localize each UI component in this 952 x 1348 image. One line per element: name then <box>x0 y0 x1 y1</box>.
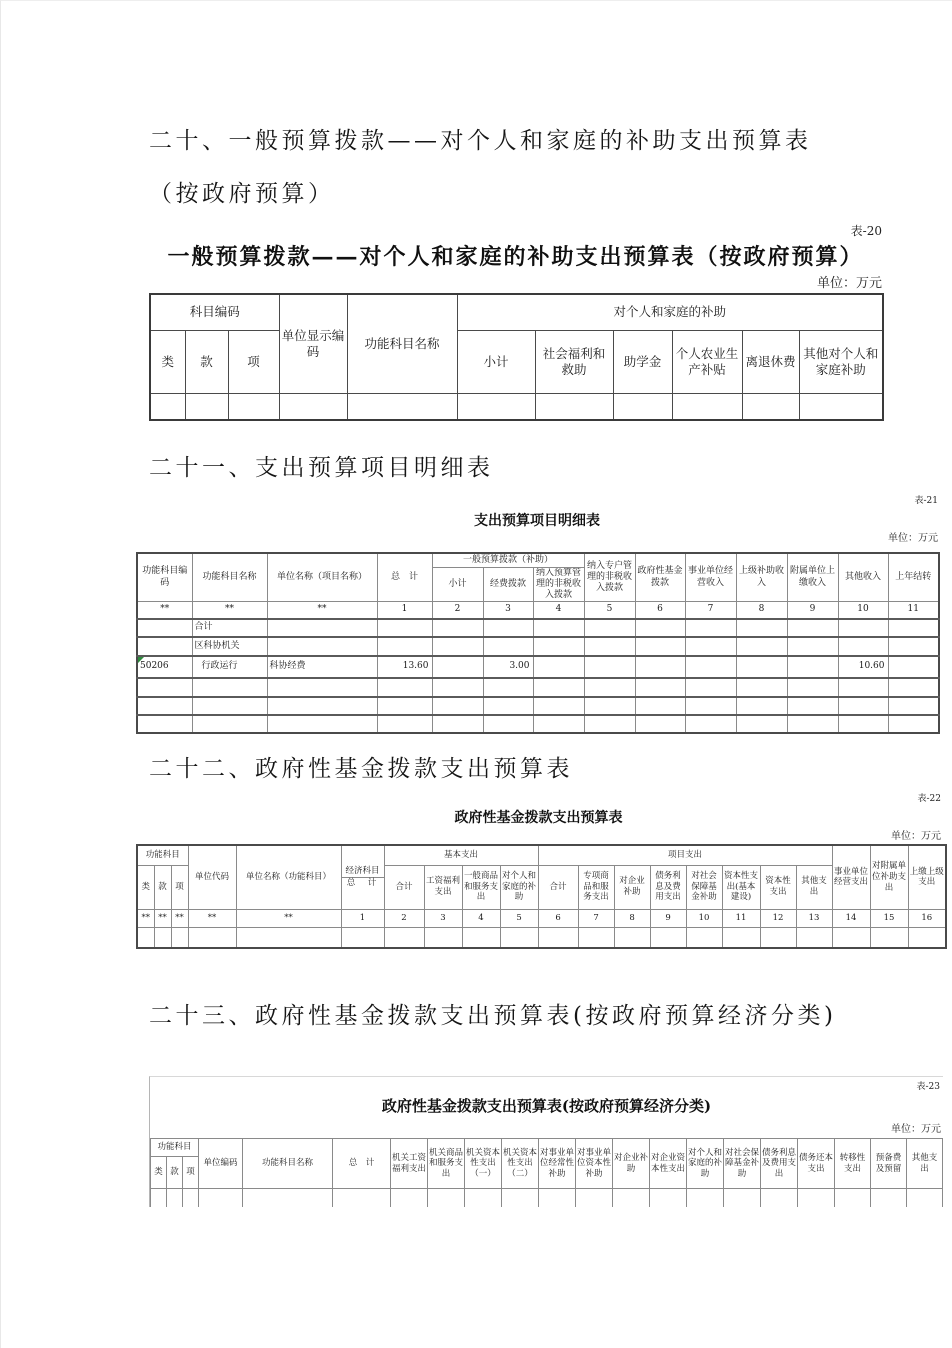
t20-col-subject-code: 科目编码 <box>150 294 279 330</box>
t21-col-general-group: 一般预算拨款（补助） <box>432 553 584 567</box>
t20-col-agri: 个人农业生产补贴 <box>672 330 742 393</box>
t22-col-biz-expense: 事业单位经营支出 <box>832 845 870 909</box>
t21-col-affiliate-upturn: 附属单位上缴收入 <box>787 553 838 602</box>
t21-empty-cell <box>888 678 939 697</box>
t23-data-col: 对社会保障基金补助 <box>724 1139 761 1189</box>
t21-empty-cell <box>533 637 584 656</box>
t22-numrow-cell: 8 <box>614 909 650 927</box>
t22-numrow-cell: 2 <box>384 909 424 927</box>
table20-tag: 表-20 <box>850 224 882 238</box>
t21-empty-cell <box>192 697 267 715</box>
t21-empty-cell <box>377 697 432 715</box>
t21-empty-cell <box>787 637 838 656</box>
t22-col-unit-code: 单位代码 <box>188 845 236 909</box>
t22-numrow-cell: ** <box>171 909 188 927</box>
t22-col-item: 项 <box>171 865 188 909</box>
t20-col-unit-display-code: 单位显示编码 <box>279 294 347 393</box>
t21-empty-cell <box>584 715 635 733</box>
t22-project-col: 合计 <box>538 865 578 909</box>
t22-col-upper-expense: 上缴上级支出 <box>908 845 946 909</box>
t22-numrow-cell: 4 <box>462 909 500 927</box>
t23-empty-cell <box>391 1189 428 1208</box>
t21-empty-cell <box>685 637 736 656</box>
t21-detail-fee-alloc: 3.00 <box>483 656 533 678</box>
t21-empty-cell <box>584 678 635 697</box>
t22-numrow-cell: 10 <box>686 909 722 927</box>
t20-empty-cell <box>742 393 799 420</box>
t21-empty-cell <box>533 715 584 733</box>
excel-flag-icon <box>138 657 144 663</box>
t23-empty-cell <box>835 1189 871 1208</box>
t21-empty-cell <box>787 697 838 715</box>
t22-empty-cell <box>171 927 188 948</box>
t21-empty-cell <box>137 637 192 656</box>
t21-col-other-income: 其他收入 <box>838 553 888 602</box>
t21-empty-cell <box>432 678 483 697</box>
t23-data-col: 债务利息及费用支出 <box>761 1139 798 1189</box>
t22-econ-subject-label: 经济科目 <box>345 866 380 877</box>
t21-empty-cell <box>685 619 736 637</box>
t21-col-unit-name: 单位名称（项目名称） <box>267 553 377 602</box>
t21-col-biz-income: 事业单位经营收入 <box>685 553 736 602</box>
t22-empty-cell <box>188 927 236 948</box>
t21-numrow-cell: 3 <box>483 602 533 619</box>
t21-empty-cell <box>685 697 736 715</box>
table20-title: 一般预算拨款——对个人和家庭的补助支出预算表（按政府预算） <box>167 244 864 270</box>
t23-data-col: 其他支出 <box>907 1139 943 1189</box>
t21-empty-cell <box>635 678 685 697</box>
t21-empty-cell <box>432 637 483 656</box>
t21-empty-cell <box>685 715 736 733</box>
section-23-heading: 二十三、政府性基金拨款支出预算表(按政府预算经济分类) <box>149 1003 837 1029</box>
t21-col-func-name: 功能科目名称 <box>192 553 267 602</box>
t23-data-col: 机关资本性支出（二） <box>502 1139 539 1189</box>
t21-col-fee-alloc: 经费拨款 <box>483 567 533 602</box>
t23-empty-cell <box>539 1189 576 1208</box>
t23-empty-cell <box>613 1189 650 1208</box>
t21-empty-cell <box>787 715 838 733</box>
t21-empty-cell <box>838 619 888 637</box>
t21-empty-cell <box>533 697 584 715</box>
t21-empty-cell <box>888 715 939 733</box>
t21-empty-cell <box>888 697 939 715</box>
t21-empty-cell <box>787 619 838 637</box>
t21-numrow-cell: 8 <box>736 602 787 619</box>
t22-numrow-cell: 1 <box>341 909 384 927</box>
t22-empty-cell <box>722 927 760 948</box>
t21-empty-cell <box>137 678 192 697</box>
t22-empty-cell <box>760 927 796 948</box>
t21-col-func-code: 功能科目编码 <box>137 553 192 602</box>
t23-data-col: 债务还本支出 <box>798 1139 835 1189</box>
t22-empty-cell <box>424 927 462 948</box>
t21-numrow-cell: 7 <box>685 602 736 619</box>
t21-empty-cell <box>377 715 432 733</box>
t21-col-nontax-special: 纳入专户管理的非税收入拨款 <box>584 553 635 602</box>
t20-empty-cell <box>347 393 457 420</box>
t21-org-row-label: 区科协机关 <box>192 637 267 656</box>
table23-title: 政府性基金拨款支出预算表(按政府预算经济分类) <box>381 1097 712 1115</box>
t22-basic-col: 工资福利支出 <box>424 865 462 909</box>
t21-empty-cell <box>787 656 838 678</box>
t22-col-econ-subject <box>341 845 384 909</box>
t21-numrow-cell: 11 <box>888 602 939 619</box>
t23-empty-cell <box>183 1189 199 1208</box>
t23-empty-cell <box>871 1189 907 1208</box>
table23-unit-label: 单位：万元 <box>891 1124 941 1135</box>
t20-col-func-name: 功能科目名称 <box>347 294 457 393</box>
t21-empty-cell <box>736 678 787 697</box>
t22-basic-col: 合计 <box>384 865 424 909</box>
t21-numrow-cell: ** <box>267 602 377 619</box>
t21-numrow-cell: 1 <box>377 602 432 619</box>
t21-empty-cell <box>635 637 685 656</box>
t22-numrow-cell: 14 <box>832 909 870 927</box>
t20-empty-cell <box>799 393 883 420</box>
t23-data-col: 对个人和家庭的补助 <box>687 1139 724 1189</box>
t22-empty-cell <box>462 927 500 948</box>
table-20 <box>149 293 884 421</box>
t21-empty-cell <box>736 637 787 656</box>
t20-empty-cell <box>535 393 613 420</box>
t23-col-func-name: 功能科目名称 <box>243 1139 333 1189</box>
t22-project-col: 资本性支出 <box>760 865 796 909</box>
t23-empty-cell <box>333 1189 391 1208</box>
t21-empty-cell <box>137 619 192 637</box>
t21-empty-cell <box>483 715 533 733</box>
section-20-heading-line1: 二十、一般预算拨款——对个人和家庭的补助支出预算表 <box>149 128 812 154</box>
t21-empty-cell <box>736 619 787 637</box>
t22-empty-cell <box>137 927 154 948</box>
t21-numrow-cell: 5 <box>584 602 635 619</box>
table22-tag: 表-22 <box>917 794 941 804</box>
t20-col-section: 款 <box>185 330 228 393</box>
t23-empty-cell <box>502 1189 539 1208</box>
t22-total-label: 总 计 <box>342 877 384 889</box>
t22-empty-cell <box>686 927 722 948</box>
t21-col-carryover: 上年结转 <box>888 553 939 602</box>
t23-empty-cell <box>199 1189 243 1208</box>
t23-col-class: 类 <box>151 1157 167 1189</box>
table-21 <box>136 552 940 734</box>
t21-empty-cell <box>377 637 432 656</box>
t22-numrow-cell: 3 <box>424 909 462 927</box>
t22-col-section: 款 <box>154 865 171 909</box>
t21-empty-cell <box>267 697 377 715</box>
t20-empty-cell <box>150 393 185 420</box>
t22-col-project-group: 项目支出 <box>538 845 832 865</box>
t21-numrow-cell: 10 <box>838 602 888 619</box>
t21-numrow-cell: 4 <box>533 602 584 619</box>
t21-empty-cell <box>838 637 888 656</box>
t22-numrow-cell: ** <box>236 909 341 927</box>
t22-col-basic-group: 基本支出 <box>384 845 538 865</box>
t21-empty-cell <box>192 678 267 697</box>
t21-empty-cell <box>377 678 432 697</box>
t22-empty-cell <box>538 927 578 948</box>
t23-empty-cell <box>576 1189 613 1208</box>
table21-tag: 表-21 <box>914 496 938 506</box>
t21-empty-cell <box>267 637 377 656</box>
t23-empty-cell <box>465 1189 502 1208</box>
t22-numrow-cell: ** <box>137 909 154 927</box>
t21-total-row-label: 合计 <box>192 619 267 637</box>
t23-empty-cell <box>761 1189 798 1208</box>
t20-empty-cell <box>672 393 742 420</box>
t21-empty-cell <box>838 697 888 715</box>
t23-col-item: 项 <box>183 1157 199 1189</box>
t22-empty-cell <box>832 927 870 948</box>
t21-col-superior-subsidy: 上级补助收入 <box>736 553 787 602</box>
t21-numrow-cell: ** <box>192 602 267 619</box>
t20-col-retirement: 离退休费 <box>742 330 799 393</box>
t21-empty-cell <box>267 619 377 637</box>
t21-detail-func: 行政运行 <box>192 656 267 678</box>
t22-numrow-cell: 15 <box>870 909 908 927</box>
table22-unit-label: 单位：万元 <box>891 831 941 842</box>
t21-empty-cell <box>736 656 787 678</box>
t20-empty-cell <box>279 393 347 420</box>
t22-numrow-cell: 16 <box>908 909 946 927</box>
t23-col-section: 款 <box>167 1157 183 1189</box>
t23-empty-cell <box>724 1189 761 1208</box>
t21-empty-cell <box>584 619 635 637</box>
t21-col-gov-fund: 政府性基金拨款 <box>635 553 685 602</box>
t21-empty-cell <box>533 678 584 697</box>
t22-numrow-cell: 7 <box>578 909 614 927</box>
t23-data-col: 对事业单位资本性补助 <box>576 1139 613 1189</box>
t21-empty-cell <box>838 678 888 697</box>
t21-empty-cell <box>377 619 432 637</box>
t22-project-col: 专项商品和服务支出 <box>578 865 614 909</box>
t20-empty-cell <box>185 393 228 420</box>
t20-col-grants: 助学金 <box>613 330 672 393</box>
section-22-heading: 二十二、政府性基金拨款支出预算表 <box>149 756 573 782</box>
t21-col-nontax-budget: 纳入预算管理的非税收入拨款 <box>533 567 584 602</box>
t23-empty-cell <box>798 1189 835 1208</box>
t21-empty-cell <box>736 697 787 715</box>
t22-numrow-cell: 11 <box>722 909 760 927</box>
t21-empty-cell <box>137 715 192 733</box>
t22-numrow-cell: 13 <box>796 909 832 927</box>
t20-col-other: 其他对个人和家庭补助 <box>799 330 883 393</box>
t22-numrow-cell: 9 <box>650 909 686 927</box>
t22-empty-cell <box>341 927 384 948</box>
t20-col-class: 类 <box>150 330 185 393</box>
t22-empty-cell <box>154 927 171 948</box>
t21-empty-cell <box>736 715 787 733</box>
t21-empty-cell <box>888 637 939 656</box>
t21-empty-cell <box>432 697 483 715</box>
t22-numrow-cell: 5 <box>500 909 538 927</box>
t23-col-func-group: 功能科目 <box>151 1139 199 1157</box>
t20-col-subtotal: 小计 <box>457 330 535 393</box>
t21-empty-cell <box>137 697 192 715</box>
t21-empty-cell <box>685 678 736 697</box>
t23-empty-cell <box>650 1189 687 1208</box>
t23-col-total: 总 计 <box>333 1139 391 1189</box>
t22-project-col: 对社会保障基金补助 <box>686 865 722 909</box>
t21-empty-cell <box>432 656 483 678</box>
t21-empty-cell <box>584 637 635 656</box>
t21-empty-cell <box>685 656 736 678</box>
t20-empty-cell <box>613 393 672 420</box>
t21-numrow-cell: 6 <box>635 602 685 619</box>
t22-empty-cell <box>236 927 341 948</box>
table22-title: 政府性基金拨款支出预算表 <box>454 810 623 826</box>
t21-empty-cell <box>267 715 377 733</box>
t23-empty-cell <box>167 1189 183 1208</box>
t21-empty-cell <box>432 619 483 637</box>
t22-project-col: 债务利息及费用支出 <box>650 865 686 909</box>
t21-empty-cell <box>483 637 533 656</box>
t22-empty-cell <box>578 927 614 948</box>
t22-empty-cell <box>614 927 650 948</box>
t21-detail-other-income: 10.60 <box>838 656 888 678</box>
t23-col-unit-code: 单位编码 <box>199 1139 243 1189</box>
table20-unit-label: 单位：万元 <box>816 276 882 291</box>
t20-empty-cell <box>457 393 535 420</box>
table23-region <box>149 1076 943 1207</box>
t21-empty-cell <box>584 656 635 678</box>
t23-data-col: 预备费及预留 <box>871 1139 907 1189</box>
t23-empty-cell <box>428 1189 465 1208</box>
t23-data-col: 机关资本性支出（一） <box>465 1139 502 1189</box>
t22-empty-cell <box>796 927 832 948</box>
t22-numrow-cell: 12 <box>760 909 796 927</box>
section-20-heading-line2: （按政府预算） <box>149 181 335 207</box>
table-23 <box>150 1138 943 1207</box>
t22-numrow-cell: ** <box>154 909 171 927</box>
table23-tag: 表-23 <box>916 1082 940 1092</box>
t21-empty-cell <box>635 715 685 733</box>
t21-empty-cell <box>483 678 533 697</box>
t21-empty-cell <box>267 678 377 697</box>
t23-empty-cell <box>151 1189 167 1208</box>
t23-data-col: 转移性支出 <box>835 1139 871 1189</box>
t23-empty-cell <box>243 1189 333 1208</box>
t21-empty-cell <box>888 619 939 637</box>
t22-empty-cell <box>908 927 946 948</box>
t23-empty-cell <box>687 1189 724 1208</box>
t21-empty-cell <box>192 715 267 733</box>
t22-basic-col: 对个人和家庭的补助 <box>500 865 538 909</box>
t21-numrow-cell: ** <box>137 602 192 619</box>
t20-col-welfare: 社会福利和救助 <box>535 330 613 393</box>
t23-data-col: 对企业资本性支出 <box>650 1139 687 1189</box>
t20-col-family-group: 对个人和家庭的补助 <box>457 294 883 330</box>
t21-empty-cell <box>635 619 685 637</box>
t21-empty-cell <box>635 656 685 678</box>
t21-empty-cell <box>787 678 838 697</box>
table21-unit-label: 单位：万元 <box>888 533 938 544</box>
t22-col-unit-name: 单位名称（功能科目） <box>236 845 341 909</box>
t21-empty-cell <box>432 715 483 733</box>
table21-title: 支出预算项目明细表 <box>474 513 600 529</box>
t23-data-col: 机关工资福利支出 <box>391 1139 428 1189</box>
t22-col-affiliate-subsidy: 对附属单位补助支出 <box>870 845 908 909</box>
t22-basic-col: 一般商品和服务支出 <box>462 865 500 909</box>
t21-empty-cell <box>483 619 533 637</box>
t22-project-col: 对企业补助 <box>614 865 650 909</box>
t21-empty-cell <box>533 656 584 678</box>
t21-numrow-cell: 2 <box>432 602 483 619</box>
t22-numrow-cell: ** <box>188 909 236 927</box>
t23-data-col: 对事业单位经常性补助 <box>539 1139 576 1189</box>
t21-empty-cell <box>838 715 888 733</box>
t21-detail-unit: 科协经费 <box>267 656 377 678</box>
t22-numrow-cell: 6 <box>538 909 578 927</box>
t22-empty-cell <box>384 927 424 948</box>
t21-detail-code: 50206 <box>137 656 192 678</box>
t21-col-subtotal: 小计 <box>432 567 483 602</box>
t21-empty-cell <box>888 656 939 678</box>
t20-col-item: 项 <box>228 330 279 393</box>
t22-empty-cell <box>500 927 538 948</box>
t21-empty-cell <box>483 697 533 715</box>
t22-empty-cell <box>870 927 908 948</box>
t23-data-col: 机关商品和服务支出 <box>428 1139 465 1189</box>
t21-col-total: 总 计 <box>377 553 432 602</box>
t20-empty-cell <box>228 393 279 420</box>
t22-project-col: 资本性支出(基本建设) <box>722 865 760 909</box>
t21-detail-total: 13.60 <box>377 656 432 678</box>
t22-col-func-group: 功能科目 <box>137 845 188 865</box>
section-21-heading: 二十一、支出预算项目明细表 <box>149 455 494 481</box>
t21-empty-cell <box>533 619 584 637</box>
table-22 <box>136 844 947 949</box>
t22-project-col: 其他支出 <box>796 865 832 909</box>
t21-empty-cell <box>635 697 685 715</box>
t22-col-class: 类 <box>137 865 154 909</box>
t21-numrow-cell: 9 <box>787 602 838 619</box>
t23-data-col: 对企业补助 <box>613 1139 650 1189</box>
t23-empty-cell <box>907 1189 943 1208</box>
t22-empty-cell <box>650 927 686 948</box>
t21-empty-cell <box>584 697 635 715</box>
